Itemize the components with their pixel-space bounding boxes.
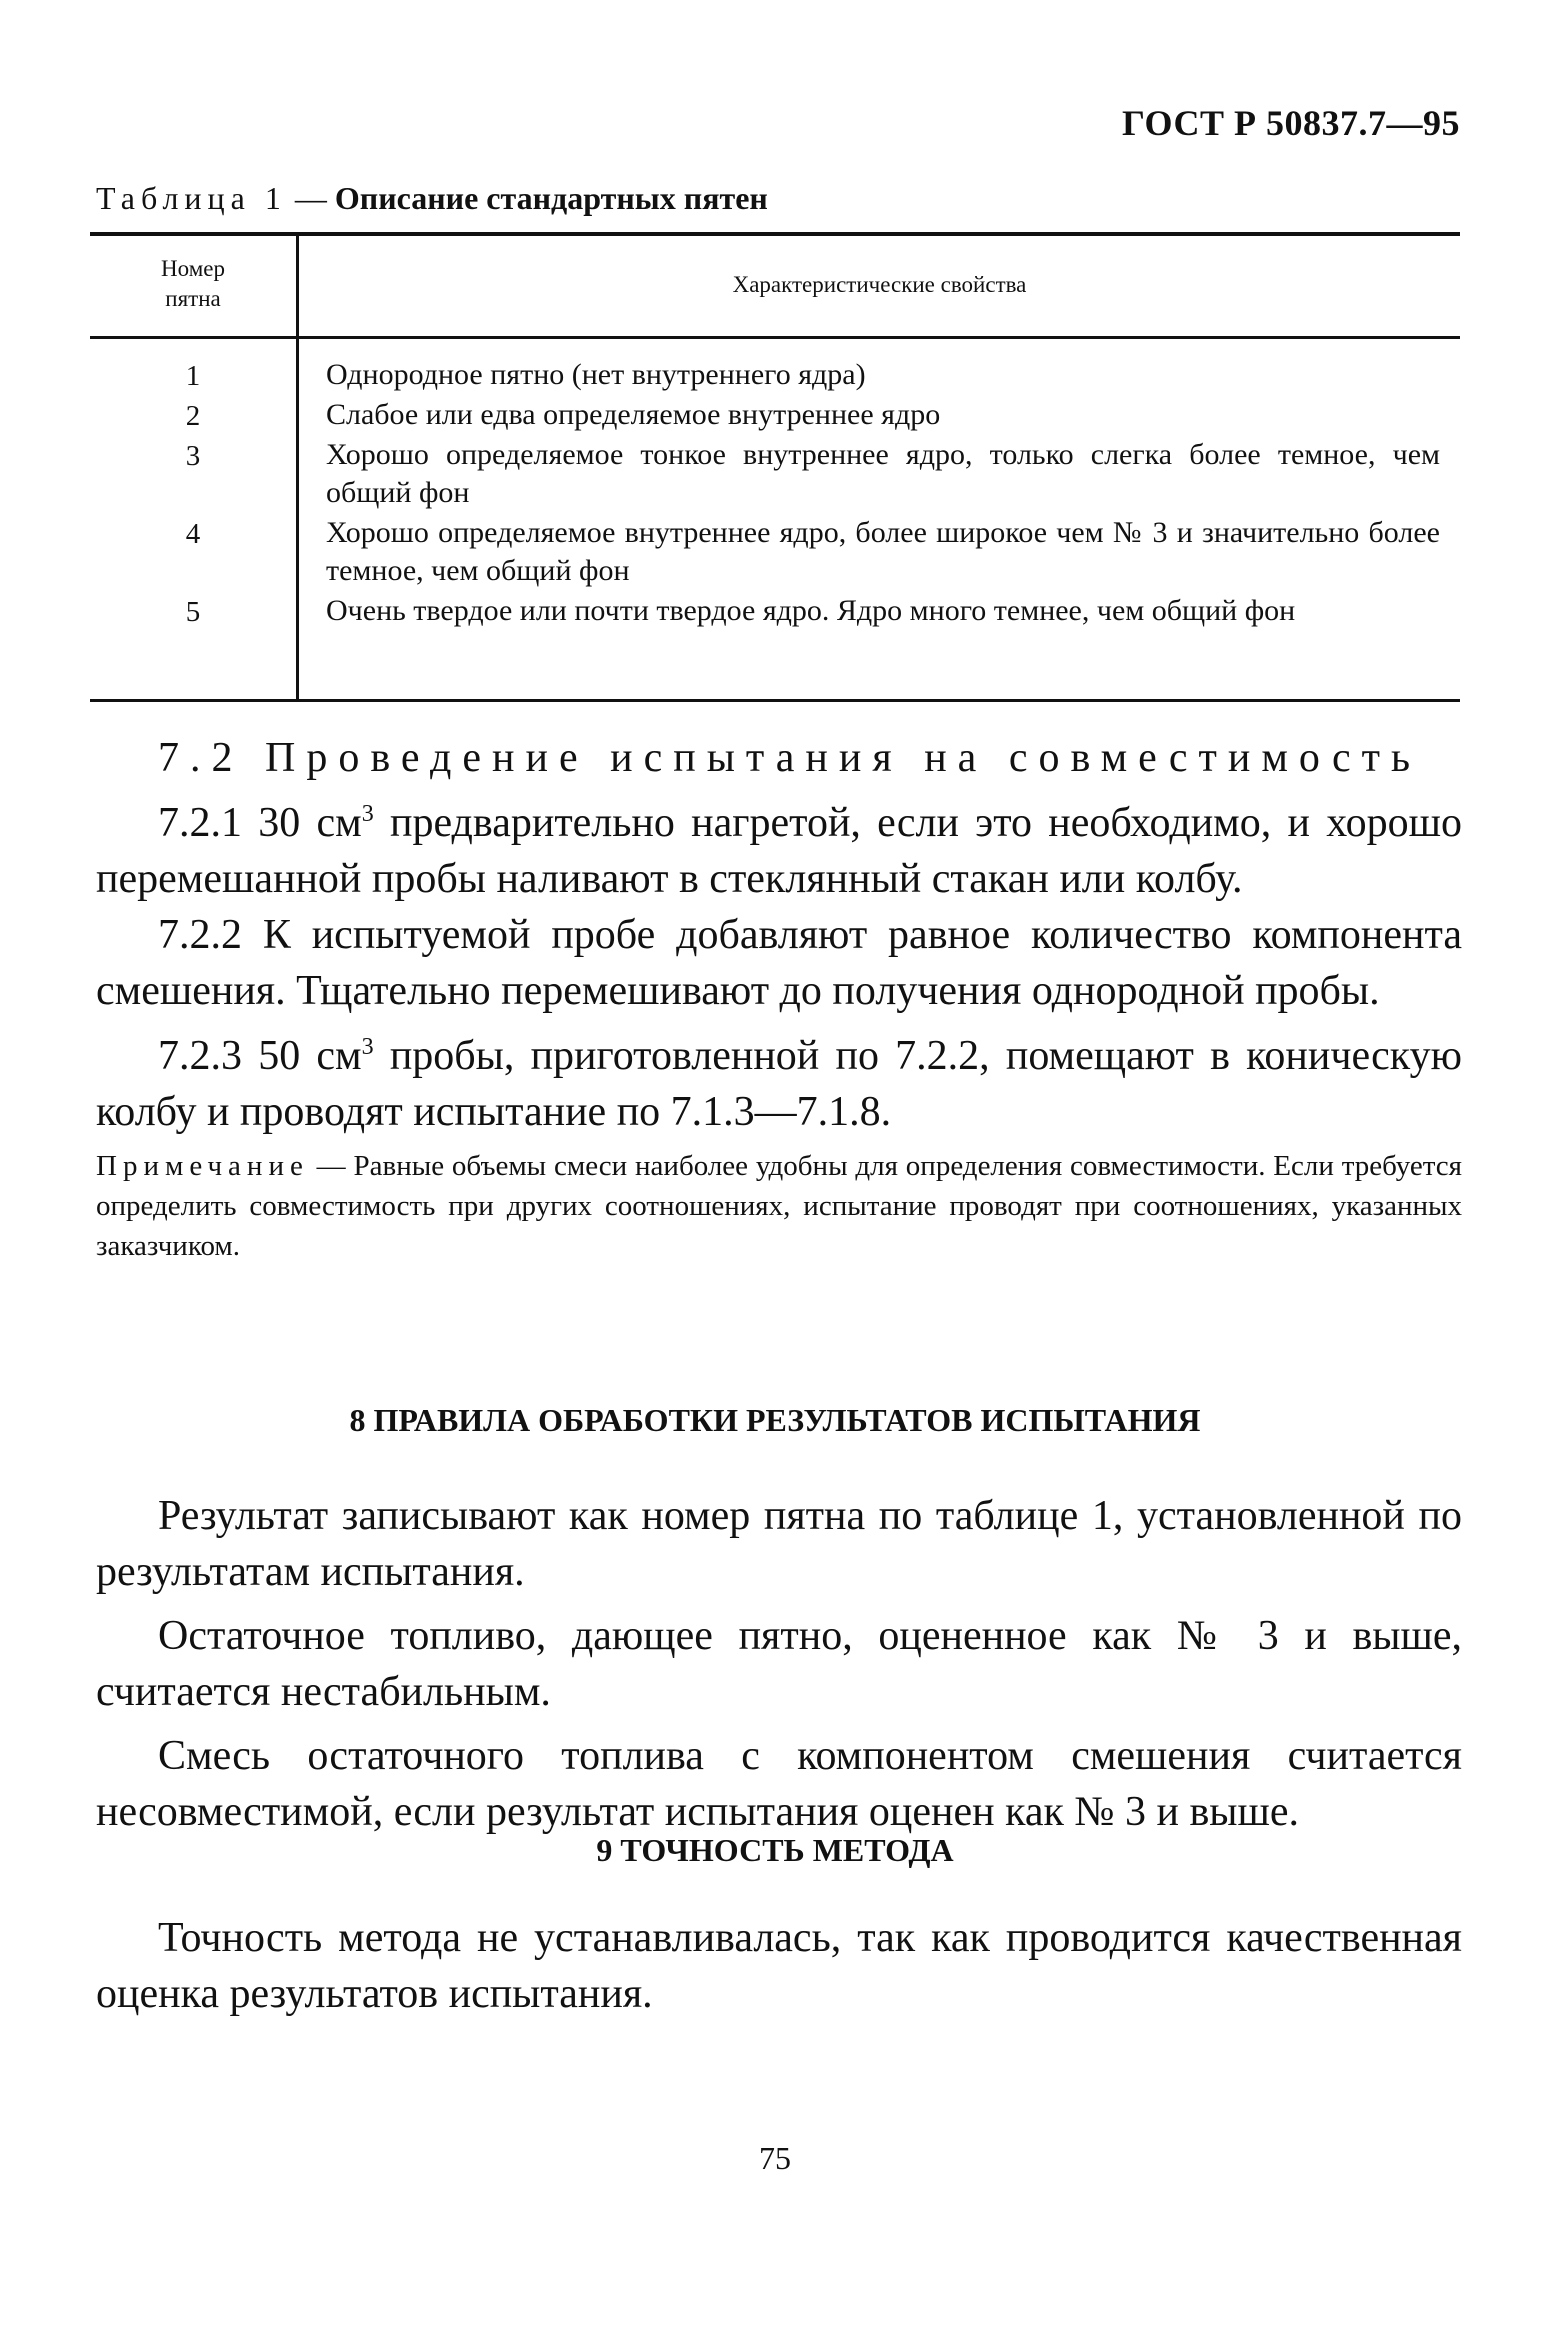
paragraph-7-2-3-sup: 3 <box>361 1034 374 1060</box>
section-9-body <box>96 1910 1462 2022</box>
section-7-2 <box>96 730 1462 1266</box>
column-header-spot-number-line1: Номер <box>161 256 225 281</box>
note-label: Примечание <box>96 1150 309 1182</box>
paragraph-7-2-3-text: пробы, приготовленной по 7.2.2, помещают в коническую колбу и проводят испытание по 7.1.3—7.1.8. <box>96 1033 1462 1135</box>
spot-number-1: 1 <box>185 360 201 392</box>
spot-description-1: Однородное пятно (нет внутреннего ядра) <box>326 358 866 391</box>
spot-number-4: 4 <box>185 518 201 550</box>
spot-description-5: Очень твердое или почти твердое ядро. Ядро много темнее, чем общий фон <box>326 594 1296 627</box>
paragraph-9-1: Точность метода не устанавливалась, так как проводится качественная оценка результатов испытания. <box>96 1915 1462 2017</box>
paragraph-8-3: Смесь остаточного топлива с компонентом смешения считается несовместимой, если результат испытания оценен как № 3 и выше. <box>96 1733 1462 1835</box>
paragraph-7-2-1-sup: 3 <box>361 801 374 827</box>
paragraph-7-2-3-prefix: 7.2.3 50 см <box>158 1033 362 1079</box>
standard-code: ГОСТ Р 50837.7—95 <box>1122 103 1460 143</box>
spot-description-4: Хорошо определяемое внутреннее ядро, более широкое чем № 3 и значительно более темное, чем общий фон <box>326 516 1440 587</box>
spot-number-5: 5 <box>185 596 201 628</box>
paragraph-7-2-1-text: предварительно нагретой, если это необходимо, и хорошо перемешанной пробы наливают в стеклянный стакан или колбу. <box>96 800 1462 902</box>
table-caption-title: Описание стандартных пятен <box>334 180 768 216</box>
section-7-2-title: 7.2 Проведение испытания на совместимость <box>158 735 1422 781</box>
column-header-spot-number-line2: пятна <box>165 286 221 311</box>
column-header-properties: Характеристические свойства <box>732 272 1027 297</box>
table-caption-label: Таблица 1 <box>96 180 287 216</box>
spot-description-2: Слабое или едва определяемое внутреннее ядро <box>326 398 941 431</box>
column-header-spot-number <box>90 254 296 314</box>
note-text: — Равные объемы смеси наиболее удобны для определения совместимости. Если требуется определить совместимость при других соотношениях, испытание проводят при соотношениях, указанных заказчиком. <box>96 1150 1462 1262</box>
page-number: 75 <box>759 2140 791 2176</box>
spot-description-3: Хорошо определяемое тонкое внутреннее ядро, только слегка более темное, чем общий фон <box>326 438 1440 509</box>
paragraph-7-2-2: 7.2.2 К испытуемой пробе добавляют равное количество компонента смешения. Тщательно перемешивают до получения однородной пробы. <box>96 912 1462 1014</box>
section-8-body <box>96 1488 1462 1840</box>
spot-description-table <box>90 232 1460 702</box>
table-caption-dash: — <box>286 180 335 216</box>
paragraph-7-2-1-prefix: 7.2.1 30 см <box>158 800 362 846</box>
paragraph-7-2-1 <box>96 786 1462 907</box>
note <box>96 1146 1462 1266</box>
paragraph-8-1: Результат записывают как номер пятна по таблице 1, установленной по результатам испытания. <box>96 1493 1462 1595</box>
paragraph-7-2-3 <box>96 1019 1462 1140</box>
section-8-heading: 8 ПРАВИЛА ОБРАБОТКИ РЕЗУЛЬТАТОВ ИСПЫТАНИЯ <box>349 1402 1201 1438</box>
table-caption <box>96 180 768 217</box>
table-column-divider <box>296 232 299 702</box>
spot-number-2: 2 <box>185 400 201 432</box>
section-9-heading: 9 ТОЧНОСТЬ МЕТОДА <box>596 1832 954 1868</box>
paragraph-8-2: Остаточное топливо, дающее пятно, оцененное как № 3 и выше, считается нестабильным. <box>96 1613 1462 1715</box>
spot-number-3: 3 <box>185 440 201 472</box>
